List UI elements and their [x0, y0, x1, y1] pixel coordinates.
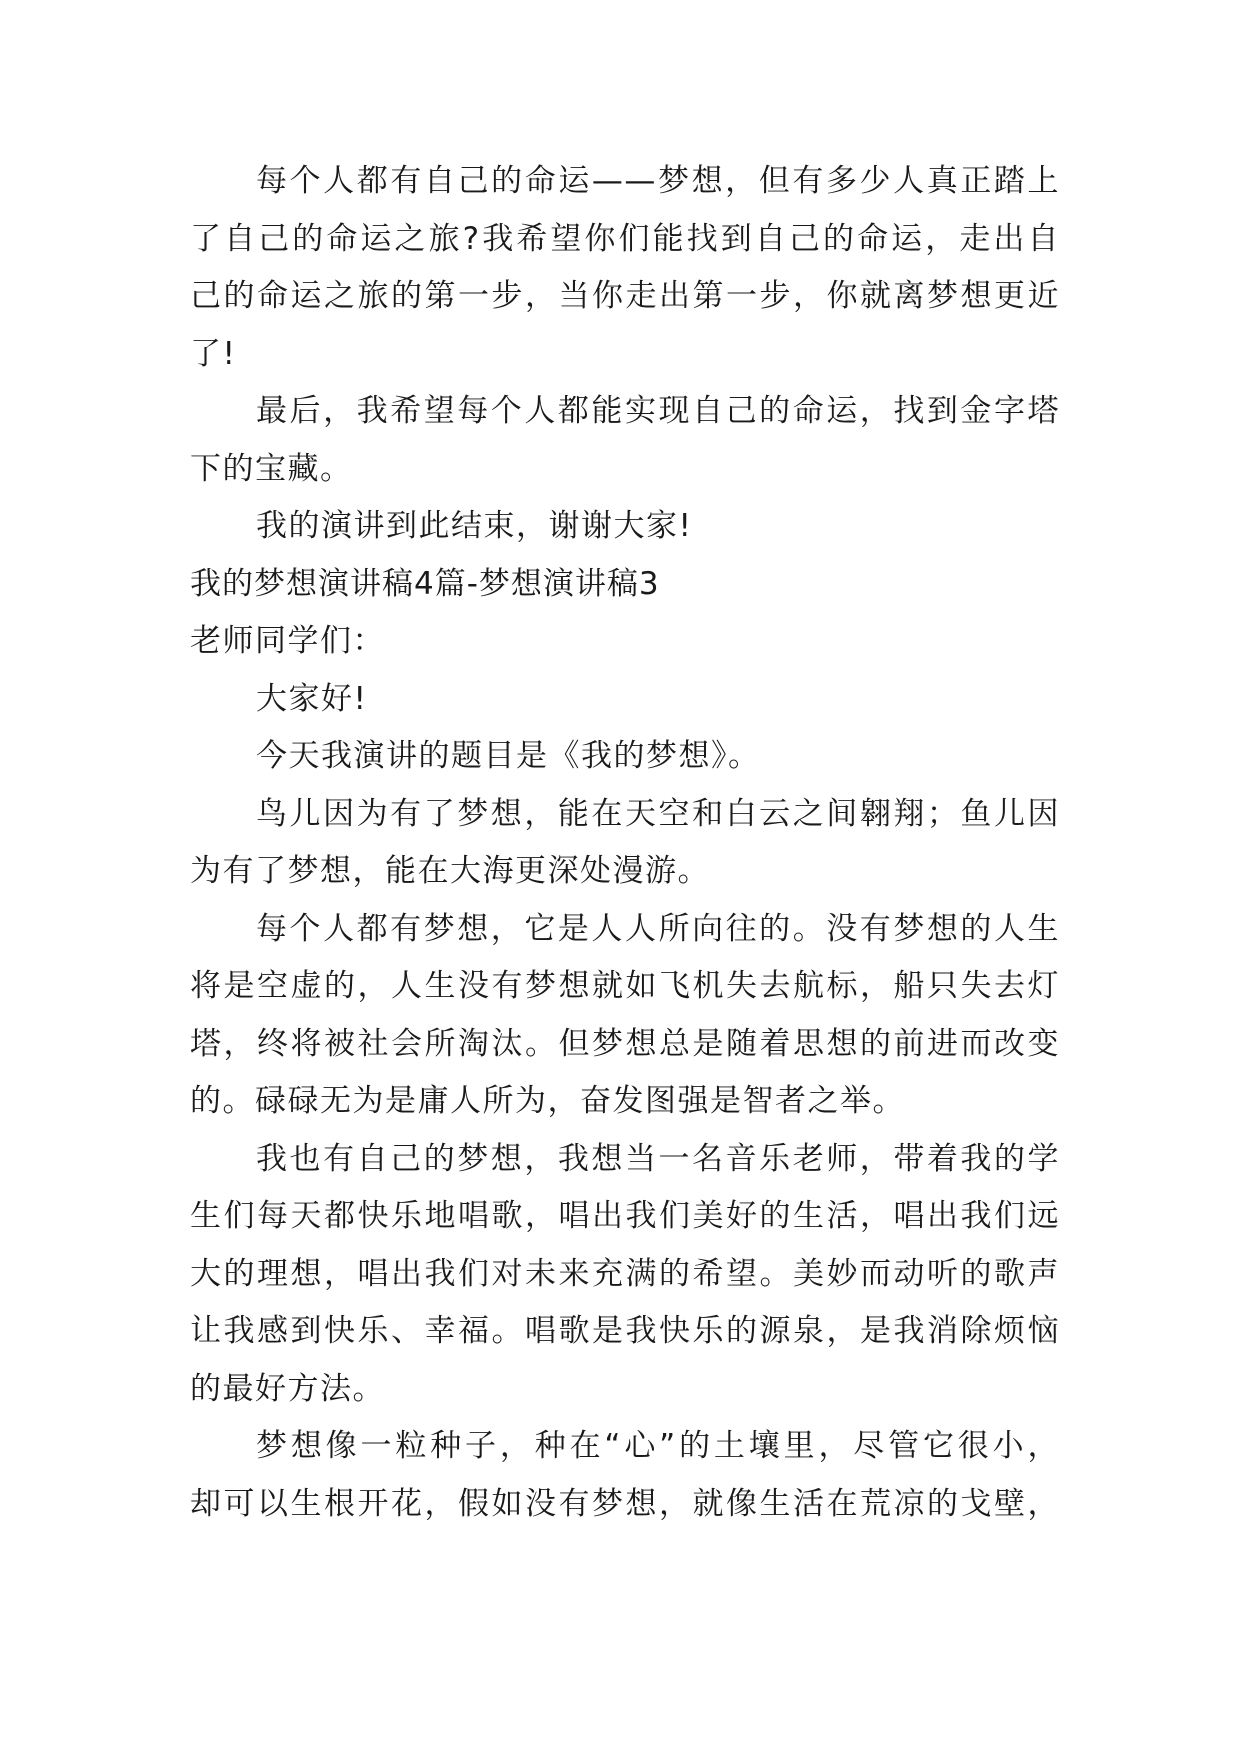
section-title: 我的梦想演讲稿4篇-梦想演讲稿3: [190, 565, 660, 602]
paragraph-line: 让我感到快乐、幸福。唱歌是我快乐的源泉，是我消除烦恼: [190, 1313, 1060, 1349]
paragraph-line: 的。碌碌无为是庸人所为，奋发图强是智者之举。: [190, 1083, 905, 1119]
paragraph-line: 今天我演讲的题目是《我的梦想》。: [256, 738, 761, 774]
paragraph-line: 每个人都有自己的命运——梦想，但有多少人真正踏上: [256, 163, 1060, 199]
paragraph-line: 了!: [190, 335, 237, 372]
paragraph-line: 鸟儿因为有了梦想，能在天空和白云之间翱翔；鱼儿因: [256, 795, 1060, 832]
paragraph-line: 的最好方法。: [190, 1370, 385, 1407]
paragraph-line: 每个人都有梦想，它是人人所向往的。没有梦想的人生: [256, 910, 1060, 947]
paragraph-line: 将是空虚的，人生没有梦想就如飞机失去航标，船只失去灯: [190, 968, 1060, 1004]
salutation: 老师同学们：: [190, 623, 385, 659]
paragraph-line: 塔，终将被社会所淘汰。但梦想总是随着思想的前进而改变: [190, 1025, 1060, 1062]
paragraph-line: 大的理想，唱出我们对未来充满的希望。美妙而动听的歌声: [190, 1255, 1060, 1292]
paragraph-line: 我的演讲到此结束，谢谢大家!: [256, 508, 693, 544]
paragraph-line: 了自己的命运之旅?我希望你们能找到自己的命运，走出自: [190, 220, 1060, 257]
paragraph-line: 生们每天都快乐地唱歌，唱出我们美好的生活，唱出我们远: [190, 1198, 1060, 1234]
paragraph-line: 为有了梦想，能在大海更深处漫游。: [190, 853, 710, 889]
greeting-line: 大家好!: [256, 680, 368, 717]
paragraph-line: 梦想像一粒种子，种在“心”的土壤里，尽管它很小，: [256, 1428, 1060, 1464]
paragraph-line: 最后，我希望每个人都能实现自己的命运，找到金字塔: [256, 393, 1060, 429]
paragraph-line: 下的宝藏。: [190, 450, 353, 487]
paragraph-line: 己的命运之旅的第一步，当你走出第一步，你就离梦想更近: [190, 278, 1060, 314]
paragraph-line: 却可以生根开花，假如没有梦想，就像生活在荒凉的戈壁，: [190, 1485, 1060, 1522]
paragraph-line: 我也有自己的梦想，我想当一名音乐老师，带着我的学: [256, 1140, 1060, 1177]
document-body: [190, 153, 1060, 1533]
